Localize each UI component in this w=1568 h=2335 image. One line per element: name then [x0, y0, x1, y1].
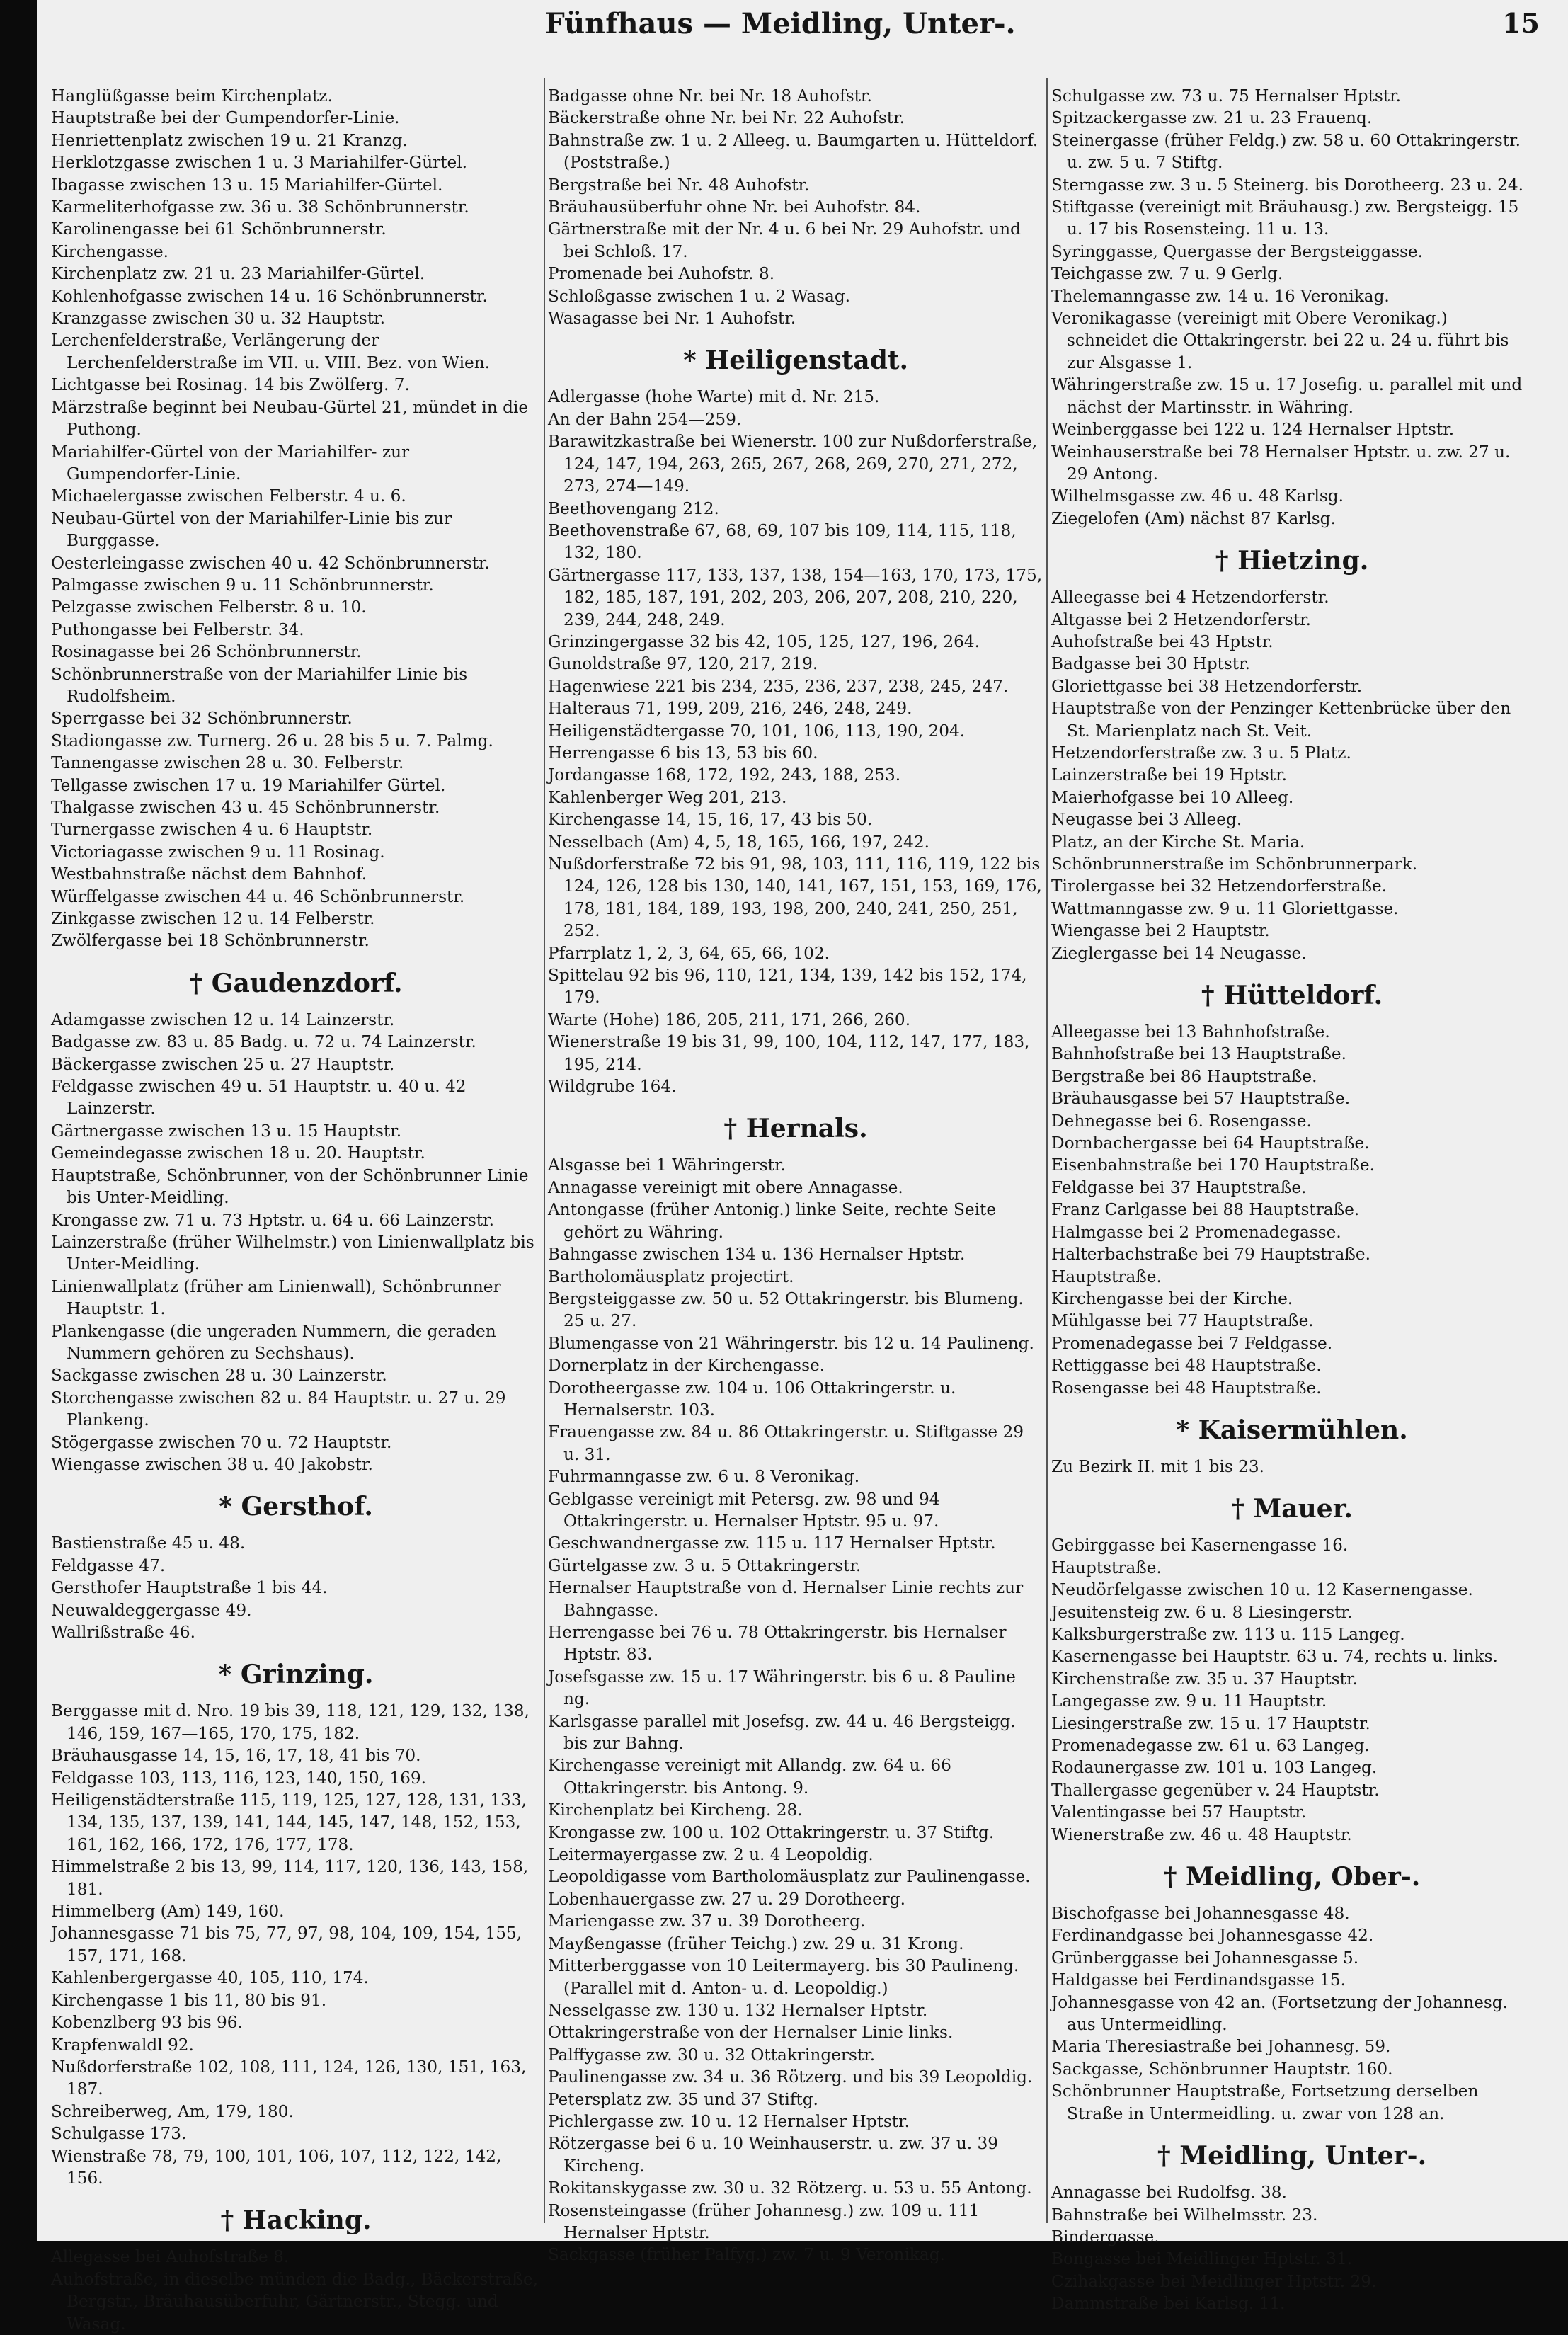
- street-entry: Schönbrunner Hauptstraße, Fortsetzung derselben Straße in Untermeidling. u. zwar von 128 an.: [1051, 2082, 1479, 2123]
- district-block: [51, 85, 541, 952]
- street-entry: Hauptstraße von der Penzinger Kettenbrücke über den St. Marienplatz nach St. Veit.: [1051, 699, 1511, 741]
- street-entry: Neuwaldeggergasse 49.: [51, 1600, 252, 1620]
- street-entry: Leitermayergasse zw. 2 u. 4 Leopoldig.: [548, 1845, 874, 1865]
- district-heading: * Grinzing.: [218, 1660, 374, 1690]
- street-entry: Hauptstraße bei der Gumpendorfer-Linie.: [51, 108, 400, 128]
- street-entry: Stögergasse zwischen 70 u. 72 Hauptstr.: [51, 1432, 392, 1452]
- district-block: [1051, 980, 1533, 1399]
- street-entry: Promenade bei Auhofstr. 8.: [548, 264, 775, 284]
- district-heading: * Gersthof.: [219, 1492, 373, 1522]
- street-entry: Geblgasse vereinigt mit Petersg. zw. 98 und 94 Ottakringerstr. u. Hernalser Hptstr. 95 u. 97.: [548, 1489, 940, 1531]
- running-title: Fünfhaus — Meidling, Unter-.: [544, 7, 1016, 40]
- district-heading: † Meidling, Unter-.: [1157, 2141, 1427, 2171]
- street-entry: Thallergasse gegenüber v. 24 Hauptstr.: [1051, 1780, 1380, 1800]
- street-entry: Bräuhausüberfuhr ohne Nr. bei Auhofstr. 84.: [548, 198, 921, 217]
- street-entry: Geschwandnergasse zw. 115 u. 117 Hernalser Hptstr.: [548, 1534, 996, 1553]
- street-entry: Gunoldstraße 97, 120, 217, 219.: [548, 654, 818, 674]
- street-entry: Kohlenhofgasse zwischen 14 u. 16 Schönbrunnerstr.: [51, 286, 488, 306]
- street-entry: Feldgasse zwischen 49 u. 51 Hauptstr. u. 40 u. 42 Lainzerstr.: [51, 1077, 467, 1119]
- street-entry: Tannengasse zwischen 28 u. 30. Felberstr.: [51, 753, 404, 773]
- street-entry: Zinkgasse zwischen 12 u. 14 Felberstr.: [51, 909, 375, 929]
- street-entry: Stiftgasse (vereinigt mit Bräuhausg.) zw. Bergsteigg. 15 u. 17 bis Rosensteing. 11 u. 13.: [1051, 198, 1519, 239]
- street-entry: Gürtelgasse zw. 3 u. 5 Ottakringerstr.: [548, 1555, 862, 1575]
- street-entry: Bischofgasse bei Johannesgasse 48.: [1051, 1904, 1350, 1924]
- street-entry: Krongasse zw. 100 u. 102 Ottakringerstr. u. 37 Stiftg.: [548, 1822, 995, 1842]
- street-entry: Wienstraße 78, 79, 100, 101, 106, 107, 112, 122, 142, 156.: [51, 2146, 502, 2188]
- street-entry: Dehnegasse bei 6. Rosengasse.: [1051, 1111, 1312, 1131]
- district-block: [1051, 545, 1533, 964]
- street-entry: Lainzerstraße bei 19 Hptstr.: [1051, 765, 1288, 785]
- street-entry: Johannesgasse 71 bis 75, 77, 97, 98, 104, 109, 154, 155, 157, 171, 168.: [51, 1924, 522, 1965]
- street-entry: Langegasse zw. 9 u. 11 Hauptstr.: [1051, 1691, 1327, 1711]
- street-entry: Rettiggasse bei 48 Hauptstraße.: [1051, 1356, 1322, 1376]
- street-entry: Jesuitensteig zw. 6 u. 8 Liesingerstr.: [1051, 1602, 1353, 1622]
- street-entry: Thalgasse zwischen 43 u. 45 Schönbrunnerstr.: [51, 798, 440, 817]
- street-entry: Schreiberweg, Am, 179, 180.: [51, 2101, 294, 2121]
- district-block: [51, 2205, 541, 2335]
- street-entry: Bergstraße bei Nr. 48 Auhofstr.: [548, 175, 810, 195]
- street-entry: Nußdorferstraße 72 bis 91, 98, 103, 111, 116, 119, 122 bis 124, 126, 128 bis 130, 140, 141, 167, 151, 153, 169, 176, 178, 181, 184, 189, 193, 198, 200, 240, 241, 250, 251, 252.: [548, 855, 1042, 941]
- street-entry: Rosinagasse bei 26 Schönbrunnerstr.: [51, 642, 362, 662]
- street-entry: Sterngasse zw. 3 u. 5 Steinerg. bis Dorotheerg. 23 u. 24.: [1051, 175, 1524, 195]
- street-entry: Stadiongasse zw. Turnerg. 26 u. 28 bis 5 u. 7. Palmg.: [51, 731, 493, 750]
- street-entry: Oesterleingasse zwischen 40 u. 42 Schönbrunnerstr.: [51, 553, 490, 573]
- street-entry: Ziegelofen (Am) nächst 87 Karlsg.: [1051, 508, 1336, 528]
- street-entry: Grünberggasse bei Johannesgasse 5.: [1051, 1948, 1359, 1968]
- street-entry: Bräuhausgasse 14, 15, 16, 17, 18, 41 bis 70.: [51, 1746, 421, 1766]
- street-entry: Bergstraße bei 86 Hauptstraße.: [1051, 1066, 1317, 1086]
- street-entry: Palffygasse zw. 30 u. 32 Ottakringerstr.: [548, 2045, 876, 2065]
- district-block: [548, 1113, 1043, 2266]
- street-entry: Kahlenbergergasse 40, 105, 110, 174.: [51, 1968, 369, 1988]
- street-entry: Kirchenplatz bei Kircheng. 28.: [548, 1800, 803, 1820]
- street-entry: Märzstraße beginnt bei Neubau-Gürtel 21, mündet in die Puthong.: [51, 397, 529, 440]
- street-entry: Bahnstraße bei Wilhelmsstr. 23.: [1051, 2205, 1318, 2225]
- street-entry: Zieglergasse bei 14 Neugasse.: [1051, 943, 1307, 963]
- street-entry: Neugasse bei 3 Alleeg.: [1051, 810, 1242, 830]
- street-entry: Gebirggasse bei Kasernengasse 16.: [1051, 1536, 1349, 1555]
- street-entry: Turnergasse zwischen 4 u. 6 Hauptstr.: [51, 820, 373, 840]
- street-entry: Heiligenstädtergasse 70, 101, 106, 113, 190, 204.: [548, 721, 966, 741]
- street-entry: Himmelstraße 2 bis 13, 99, 114, 117, 120, 136, 143, 158, 181.: [51, 1857, 529, 1899]
- street-entry: Krongasse zw. 71 u. 73 Hptstr. u. 64 u. 66 Lainzerstr.: [51, 1210, 495, 1230]
- street-entry: Palmgasse zwischen 9 u. 11 Schönbrunnerstr.: [51, 575, 434, 595]
- street-entry: Karlsgasse parallel mit Josefsg. zw. 44 u. 46 Bergsteigg. bis zur Bahng.: [548, 1711, 1016, 1754]
- street-entry: Berggasse mit d. Nro. 19 bis 39, 118, 121, 129, 132, 138, 146, 159, 167—165, 170, 175, 182.: [51, 1701, 530, 1743]
- street-entry: Hauptstraße, Schönbrunner, von der Schönbrunner Linie bis Unter-Meidling.: [51, 1165, 529, 1208]
- street-entry: Auhofstraße bei 43 Hptstr.: [1051, 632, 1274, 651]
- street-entry: Krapfenwaldl 92.: [51, 2035, 194, 2055]
- street-entry: Weinhauserstraße bei 78 Hernalser Hptstr. u. zw. 27 u. 29 Antong.: [1051, 442, 1511, 484]
- street-entry: Antongasse (früher Antonig.) linke Seite, rechte Seite gehört zu Währing.: [548, 1200, 997, 1242]
- street-entry: Maria Theresiastraße bei Johannesg. 59.: [1051, 2037, 1391, 2057]
- district-heading: † Gaudenzdorf.: [189, 968, 403, 998]
- street-entry: Syringgasse, Quergasse der Bergsteiggasse.: [1051, 241, 1423, 261]
- street-entry: Eisenbahnstraße bei 170 Hauptstraße.: [1051, 1155, 1375, 1175]
- street-entry: Schulgasse zw. 73 u. 75 Hernalser Hptstr.: [1051, 86, 1401, 105]
- street-entry: Kirchengasse vereinigt mit Allandg. zw. 64 u. 66 Ottakringerstr. bis Antong. 9.: [548, 1756, 951, 1798]
- street-entry: Nußdorferstraße 102, 108, 111, 124, 126, 130, 151, 163, 187.: [51, 2057, 527, 2099]
- street-entry: Sackgasse zwischen 28 u. 30 Lainzerstr.: [51, 1366, 387, 1386]
- street-entry: Blumengasse von 21 Währingerstr. bis 12 u. 14 Paulineng.: [548, 1333, 1034, 1353]
- street-entry: Kirchengasse 1 bis 11, 80 bis 91.: [51, 1990, 327, 2010]
- street-entry: Kasernengasse bei Hauptstr. 63 u. 74, rechts u. links.: [1051, 1647, 1498, 1667]
- street-entry: Kahlenberger Weg 201, 213.: [548, 787, 787, 807]
- street-entry: Kirchenstraße zw. 35 u. 37 Hauptstr.: [1051, 1669, 1358, 1689]
- street-entry: Altgasse bei 2 Hetzendorferstr.: [1051, 610, 1312, 629]
- column-divider: [544, 78, 545, 2223]
- street-entry: Wienerstraße 19 bis 31, 99, 100, 104, 112, 147, 177, 183, 195, 214.: [548, 1032, 1030, 1074]
- street-entry: Bergsteiggasse zw. 50 u. 52 Ottakringerstr. bis Blumeng. 25 u. 27.: [548, 1289, 1024, 1331]
- street-entry: Auhofstraße, in dieselbe münden die Badg., Bäckerstraße, Bergstr., Bräuhausüberfuhr, Gärtnerstr., Stegg. und Wasag.: [51, 2269, 539, 2334]
- street-entry: Wasagasse bei Nr. 1 Auhofstr.: [548, 309, 796, 329]
- column-divider: [1046, 78, 1048, 2223]
- street-entry: Währingerstraße zw. 15 u. 17 Josefig. u. parallel mit und nächst der Martinsstr. in Währing.: [1051, 375, 1523, 417]
- street-entry: Pelzgasse zwischen Felberstr. 8 u. 10.: [51, 598, 367, 617]
- street-entry: Petersplatz zw. 35 und 37 Stiftg.: [548, 2089, 818, 2109]
- street-entry: Adamgasse zwischen 12 u. 14 Lainzerstr.: [51, 1010, 395, 1029]
- street-entry: Bindergasse.: [1051, 2227, 1160, 2246]
- street-entry: Warte (Hohe) 186, 205, 211, 171, 266, 260.: [548, 1010, 911, 1029]
- street-entry: Bahnstraße zw. 1 u. 2 Alleeg. u. Baumgarten u. Hütteldorf. (Poststraße.): [548, 130, 1038, 173]
- street-entry: Schloßgasse zwischen 1 u. 2 Wasag.: [548, 286, 851, 306]
- street-entry: Halteraus 71, 199, 209, 216, 246, 248, 249.: [548, 699, 912, 719]
- street-entry: Bastienstraße 45 u. 48.: [51, 1534, 246, 1553]
- street-entry: Mühlgasse bei 77 Hauptstraße.: [1051, 1311, 1314, 1331]
- column-1: [51, 85, 541, 2334]
- street-entry: Herrengasse bei 76 u. 78 Ottakringerstr. bis Hernalser Hptstr. 83.: [548, 1623, 1007, 1665]
- street-entry: Victoriagasse zwischen 9 u. 11 Rosinag.: [51, 842, 385, 862]
- street-entry: Henriettenplatz zwischen 19 u. 21 Kranzg.: [51, 130, 408, 150]
- street-entry: Badgasse zw. 83 u. 85 Badg. u. 72 u. 74 Lainzerstr.: [51, 1032, 476, 1052]
- street-entry: Karolinengasse bei 61 Schönbrunnerstr.: [51, 219, 387, 239]
- street-entry: Beethovengang 212.: [548, 498, 719, 518]
- street-entry: Haldgasse bei Ferdinandsgasse 15.: [1051, 1970, 1346, 1990]
- street-entry: Bräuhausgasse bei 57 Hauptstraße.: [1051, 1089, 1351, 1109]
- street-entry: Czihakgasse bei Meidlinger Hptstr. 29.: [1051, 2271, 1377, 2291]
- street-entry: Ferdinandgasse bei Johannesgasse 42.: [1051, 1926, 1374, 1946]
- street-entry: Hetzendorferstraße zw. 3 u. 5 Platz.: [1051, 743, 1351, 763]
- street-entry: Fuhrmanngasse zw. 6 u. 8 Veronikag.: [548, 1467, 860, 1487]
- street-entry: Beethovenstraße 67, 68, 69, 107 bis 109, 114, 115, 118, 132, 180.: [548, 520, 1017, 563]
- street-entry: Rosengasse bei 48 Hauptstraße.: [1051, 1378, 1322, 1398]
- street-entry: Kirchengasse bei der Kirche.: [1051, 1289, 1293, 1308]
- street-entry: Jordangasse 168, 172, 192, 243, 188, 253.: [548, 765, 901, 785]
- street-entry: Thelemanngasse zw. 14 u. 16 Veronikag.: [1051, 286, 1390, 306]
- street-entry: Gärtnergasse zwischen 13 u. 15 Hauptstr.: [51, 1121, 402, 1141]
- street-entry: Kirchengasse 14, 15, 16, 17, 43 bis 50.: [548, 810, 873, 830]
- district-block: [51, 1659, 541, 2189]
- district-heading: † Hütteldorf.: [1201, 981, 1383, 1011]
- street-entry: Nesselbach (Am) 4, 5, 18, 165, 166, 197, 242.: [548, 832, 929, 852]
- street-entry: Maierhofgasse bei 10 Alleeg.: [1051, 787, 1294, 807]
- street-entry: Rötzergasse bei 6 u. 10 Weinhauserstr. u. zw. 37 u. 39 Kircheng.: [548, 2134, 999, 2176]
- street-entry: Bahngasse zwischen 134 u. 136 Hernalser Hptstr.: [548, 1245, 966, 1264]
- street-entry: Dorotheergasse zw. 104 u. 106 Ottakringerstr. u. Hernalserstr. 103.: [548, 1378, 956, 1420]
- street-entry: Mariahilfer-Gürtel von der Mariahilfer- zur Gumpendorfer-Linie.: [51, 442, 410, 484]
- street-entry: Dornerplatz in der Kirchengasse.: [548, 1356, 825, 1376]
- street-entry: Halmgasse bei 2 Promenadegasse.: [1051, 1222, 1341, 1242]
- street-entry: Wallrißstraße 46.: [51, 1623, 196, 1642]
- street-entry: Rokitanskygasse zw. 30 u. 32 Rötzerg. u. 53 u. 55 Antong.: [548, 2179, 1032, 2198]
- district-heading: * Heiligenstadt.: [682, 346, 909, 376]
- street-entry: Kirchengasse.: [51, 241, 168, 261]
- street-entry: Wattmanngasse zw. 9 u. 11 Gloriettgasse.: [1051, 898, 1399, 918]
- column-3: [1051, 85, 1533, 2314]
- street-entry: Lainzerstraße (früher Wilhelmstr.) von Linienwallplatz bis Unter-Meidling.: [51, 1232, 534, 1274]
- street-entry: Pfarrplatz 1, 2, 3, 64, 65, 66, 102.: [548, 943, 830, 963]
- street-entry: Spitzackergasse zw. 21 u. 23 Frauenq.: [1051, 108, 1373, 128]
- street-entry: Johannesgasse von 42 an. (Fortsetzung der Johannesg. aus Untermeidling.: [1051, 1992, 1509, 2035]
- street-entry: Ottakringerstraße von der Hernalser Linie links.: [548, 2023, 954, 2043]
- street-entry: Bäckerstraße ohne Nr. bei Nr. 22 Auhofstr.: [548, 108, 905, 128]
- page-header: [37, 7, 1568, 52]
- street-entry: Gärtnerstraße mit der Nr. 4 u. 6 bei Nr. 29 Auhofstr. und bei Schloß. 17.: [548, 219, 1021, 261]
- street-entry: Teichgasse zw. 7 u. 9 Gerlg.: [1051, 264, 1283, 284]
- street-entry: Platz, an der Kirche St. Maria.: [1051, 832, 1305, 852]
- street-entry: Kranzgasse zwischen 30 u. 32 Hauptstr.: [51, 309, 385, 329]
- street-entry: Valentingasse bei 57 Hauptstr.: [1051, 1803, 1307, 1822]
- street-entry: Puthongasse bei Felberstr. 34.: [51, 620, 304, 639]
- street-entry: Liesingerstraße zw. 15 u. 17 Hauptstr.: [1051, 1713, 1370, 1733]
- district-block: [51, 1491, 541, 1643]
- street-entry: Würffelgasse zwischen 44 u. 46 Schönbrunnerstr.: [51, 886, 465, 906]
- street-entry: Weinberggasse bei 122 u. 124 Hernalser Hptstr.: [1051, 420, 1455, 440]
- street-entry: Feldgasse bei 37 Hauptstraße.: [1051, 1177, 1307, 1197]
- street-entry: Dammstraße bei Karlsg. 11.: [1051, 2294, 1286, 2314]
- street-entry: Gärtnergasse 117, 133, 137, 138, 154—163, 170, 173, 175, 182, 185, 187, 191, 202, 203, 206, 207, 208, 210, 220, 239, 244, 248, 249.: [548, 565, 1043, 629]
- street-entry: Paulinengasse zw. 34 u. 36 Rötzerg. und bis 39 Leopoldig.: [548, 2067, 1033, 2087]
- street-entry: Linienwallplatz (früher am Linienwall), Schönbrunner Hauptstr. 1.: [51, 1277, 501, 1319]
- street-entry: Westbahnstraße nächst dem Bahnhof.: [51, 864, 367, 884]
- street-entry: Annagasse bei Rudolfsg. 38.: [1051, 2183, 1287, 2203]
- street-entry: Feldgasse 103, 113, 116, 123, 140, 150, 169.: [51, 1768, 426, 1788]
- street-entry: Wildgrube 164.: [548, 1077, 677, 1097]
- street-entry: Sperrgasse bei 32 Schönbrunnerstr.: [51, 709, 353, 729]
- district-block: [1051, 1861, 1533, 2125]
- street-entry: Schönbrunnerstraße von der Mariahilfer Linie bis Rudolfsheim.: [51, 664, 468, 706]
- street-entry: Feldgasse 47.: [51, 1555, 166, 1575]
- street-entry: Kalksburgerstraße zw. 113 u. 115 Langeg.: [1051, 1624, 1405, 1644]
- street-entry: Sackgasse (früher Palfyg.) zw. 7 u. 9 Veronikag.: [548, 2245, 945, 2265]
- street-entry: Josefsgasse zw. 15 u. 17 Währingerstr. bis 6 u. 8 Pauline ng.: [548, 1667, 1016, 1709]
- street-entry: Schulgasse 173.: [51, 2124, 187, 2144]
- street-entry: Kirchenplatz zw. 21 u. 23 Mariahilfer-Gürtel.: [51, 264, 425, 284]
- district-block: [548, 85, 1043, 329]
- street-entry: Hagenwiese 221 bis 234, 235, 236, 237, 238, 245, 247.: [548, 676, 1009, 696]
- street-entry: Bartholomäusplatz projectirt.: [548, 1267, 794, 1286]
- street-entry: Wilhelmsgasse zw. 46 u. 48 Karlsg.: [1051, 486, 1344, 506]
- district-heading: † Hacking.: [220, 2205, 372, 2236]
- district-heading: † Hietzing.: [1215, 546, 1369, 576]
- street-entry: Gersthofer Hauptstraße 1 bis 44.: [51, 1578, 328, 1598]
- street-entry: Tirolergasse bei 32 Hetzendorferstraße.: [1051, 877, 1387, 896]
- directory-page: [37, 0, 1568, 2334]
- street-entry: Herrengasse 6 bis 13, 53 bis 60.: [548, 743, 818, 763]
- district-heading: * Kaisermühlen.: [1176, 1415, 1408, 1445]
- street-entry: Badgasse bei 30 Hptstr.: [1051, 654, 1250, 674]
- district-block: [1051, 2140, 1533, 2314]
- street-entry: Franz Carlgasse bei 88 Hauptstraße.: [1051, 1200, 1360, 1220]
- district-block: [1051, 1493, 1533, 1846]
- street-entry: Veronikagasse (vereinigt mit Obere Veronikag.) schneidet die Ottakringerstr. bei 22 u. 24 u. führt bis zur Alsgasse 1.: [1051, 309, 1509, 372]
- street-entry: Heiligenstädterstraße 115, 119, 125, 127, 128, 131, 133, 134, 135, 137, 139, 141, 144, 145, 147, 148, 152, 153, 161, 162, 166, 172, 176, 177, 178.: [51, 1791, 527, 1854]
- street-entry: Gemeindegasse zwischen 18 u. 20. Hauptstr.: [51, 1143, 425, 1163]
- page-number: 15: [1502, 7, 1540, 39]
- street-entry: Allegasse bei Auhofstraße 8.: [51, 2247, 290, 2267]
- street-entry: Dornbachergasse bei 64 Hauptstraße.: [1051, 1134, 1370, 1153]
- street-entry: Mayßengasse (früher Teichg.) zw. 29 u. 31 Krong.: [548, 1934, 964, 1953]
- street-entry: Lichtgasse bei Rosinag. 14 bis Zwölferg. 7.: [51, 375, 410, 395]
- street-entry: Lobenhauergasse zw. 27 u. 29 Dorotheerg.: [548, 1889, 905, 1909]
- street-entry: Alsgasse bei 1 Währingerstr.: [548, 1155, 786, 1175]
- district-block: [1051, 1415, 1533, 1478]
- street-entry: Promenadegasse bei 7 Feldgasse.: [1051, 1333, 1333, 1353]
- street-entry: Michaelergasse zwischen Felberstr. 4 u. 6.: [51, 486, 406, 506]
- street-entry: Karmeliterhofgasse zw. 36 u. 38 Schönbrunnerstr.: [51, 198, 469, 217]
- district-heading: † Mauer.: [1231, 1494, 1353, 1524]
- street-entry: Neudörfelgasse zwischen 10 u. 12 Kasernengasse.: [1051, 1580, 1473, 1600]
- street-entry: Promenadegasse zw. 61 u. 63 Langeg.: [1051, 1736, 1370, 1755]
- street-entry: Bongasse bei Meidlinger Hptstr. 31.: [1051, 2249, 1353, 2269]
- street-entry: Adlergasse (hohe Warte) mit d. Nr. 215.: [548, 387, 880, 407]
- street-entry: Bahnhofstraße bei 13 Hauptstraße.: [1051, 1044, 1346, 1064]
- street-entry: Hanglüßgasse beim Kirchenplatz.: [51, 86, 333, 105]
- street-entry: Storchengasse zwischen 82 u. 84 Hauptstr. u. 27 u. 29 Plankeng.: [51, 1388, 506, 1430]
- street-entry: Halterbachstraße bei 79 Hauptstraße.: [1051, 1245, 1370, 1264]
- street-entry: Grinzingergasse 32 bis 42, 105, 125, 127, 196, 264.: [548, 632, 980, 651]
- district-heading: † Meidling, Ober-.: [1163, 1862, 1421, 1892]
- street-entry: Spittelau 92 bis 96, 110, 121, 134, 139, 142 bis 152, 174, 179.: [548, 966, 1027, 1007]
- street-entry: Tellgasse zwischen 17 u. 19 Mariahilfer Gürtel.: [51, 775, 446, 795]
- district-block: [548, 345, 1043, 1097]
- street-entry: Lerchenfelderstraße, Verlängerung der Lerchenfelderstraße im VII. u. VIII. Bez. von Wien.: [51, 331, 491, 372]
- street-entry: Hernalser Hauptstraße von d. Hernalser Linie rechts zur Bahngasse.: [548, 1578, 1024, 1620]
- district-note: Zu Bezirk II. mit 1 bis 23.: [1051, 1456, 1264, 1476]
- column-2: [548, 85, 1043, 2265]
- street-entry: Rodaunergasse zw. 101 u. 103 Langeg.: [1051, 1758, 1378, 1778]
- street-entry: Gloriettgasse bei 38 Hetzendorferstr.: [1051, 676, 1363, 696]
- street-entry: Hauptstraße.: [1051, 1267, 1162, 1286]
- street-entry: Frauengasse zw. 84 u. 86 Ottakringerstr. u. Stiftgasse 29 u. 31.: [548, 1422, 1024, 1464]
- street-entry: Wiengasse zwischen 38 u. 40 Jakobstr.: [51, 1454, 373, 1474]
- street-entry: Pichlergasse zw. 10 u. 12 Hernalser Hptstr.: [548, 2111, 910, 2131]
- street-entry: An der Bahn 254—259.: [548, 409, 742, 429]
- street-entry: Wienerstraße zw. 46 u. 48 Hauptstr.: [1051, 1825, 1352, 1844]
- street-entry: Herklotzgasse zwischen 1 u. 3 Mariahilfer-Gürtel.: [51, 153, 468, 173]
- street-entry: Ibagasse zwischen 13 u. 15 Mariahilfer-Gürtel.: [51, 175, 443, 195]
- street-entry: Barawitzkastraße bei Wienerstr. 100 zur Nußdorferstraße, 124, 147, 194, 263, 265, 267, 268, 269, 270, 271, 272, 273, 274—149.: [548, 432, 1038, 496]
- district-heading: † Hernals.: [723, 1114, 868, 1144]
- street-entry: Wiengasse bei 2 Hauptstr.: [1051, 921, 1270, 941]
- district-block: [1051, 85, 1533, 530]
- street-entry: Alleegasse bei 4 Hetzendorferstr.: [1051, 588, 1329, 607]
- street-entry: Kobenzlberg 93 bis 96.: [51, 2013, 243, 2033]
- street-entry: Hauptstraße.: [1051, 1558, 1162, 1577]
- street-entry: Mitterberggasse von 10 Leitermayerg. bis 30 Paulineng. (Parallel mit d. Anton- u. d. Leopoldig.): [548, 1956, 1019, 1998]
- street-entry: Schönbrunnerstraße im Schönbrunnerpark.: [1051, 855, 1418, 874]
- street-entry: Annagasse vereinigt mit obere Annagasse.: [548, 1177, 903, 1197]
- street-entry: Sackgasse, Schönbrunner Hauptstr. 160.: [1051, 2059, 1393, 2079]
- street-entry: Leopoldigasse vom Bartholomäusplatz zur Paulinengasse.: [548, 1867, 1031, 1887]
- street-entry: Zwölfergasse bei 18 Schönbrunnerstr.: [51, 931, 370, 951]
- street-entry: Plankengasse (die ungeraden Nummern, die geraden Nummern gehören zu Sechshaus).: [51, 1321, 496, 1363]
- street-entry: Alleegasse bei 13 Bahnhofstraße.: [1051, 1022, 1330, 1042]
- street-entry: Badgasse ohne Nr. bei Nr. 18 Auhofstr.: [548, 86, 872, 105]
- street-entry: Nesselgasse zw. 130 u. 132 Hernalser Hptstr.: [548, 2000, 928, 2020]
- street-entry: Bäckergasse zwischen 25 u. 27 Hauptstr.: [51, 1054, 395, 1074]
- street-entry: Neubau-Gürtel von der Mariahilfer-Linie bis zur Burggasse.: [51, 508, 452, 551]
- street-entry: Himmelberg (Am) 149, 160.: [51, 1902, 285, 1922]
- street-entry: Rosensteingasse (früher Johannesg.) zw. 109 u. 111 Hernalser Hptstr.: [548, 2200, 980, 2242]
- district-block: [51, 968, 541, 1476]
- street-entry: Steinergasse (früher Feldg.) zw. 58 u. 60 Ottakringerstr. u. zw. 5 u. 7 Stiftg.: [1051, 130, 1521, 173]
- street-entry: Mariengasse zw. 37 u. 39 Dorotheerg.: [548, 1912, 866, 1931]
